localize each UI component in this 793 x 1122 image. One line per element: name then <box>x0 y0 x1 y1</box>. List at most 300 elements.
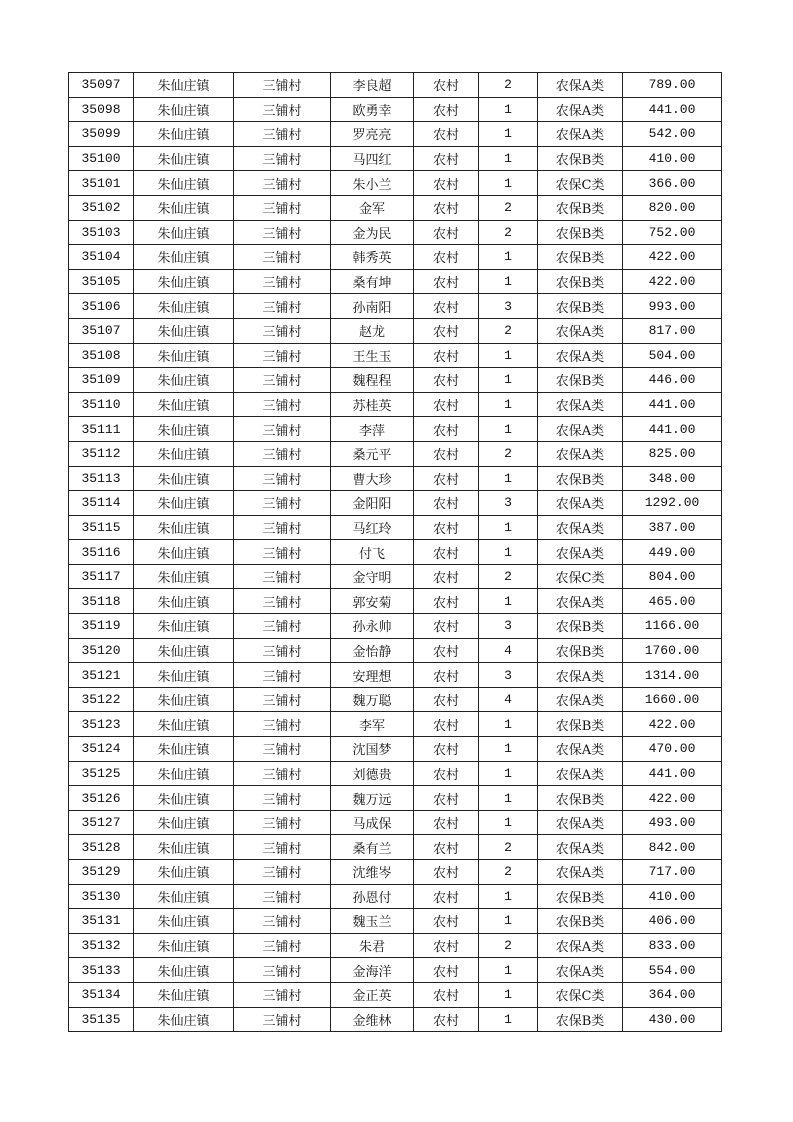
insurance-class-cell: 农保A类 <box>538 860 623 885</box>
insurance-class-cell: 农保A类 <box>538 933 623 958</box>
table-row <box>69 294 722 319</box>
table-row <box>69 392 722 417</box>
row-id-cell: 35123 <box>69 712 134 737</box>
household-count-cell: 1 <box>479 540 538 565</box>
table-row <box>69 663 722 688</box>
insurance-class-cell: 农保A类 <box>538 540 623 565</box>
town-cell: 朱仙庄镇 <box>134 269 234 294</box>
amount-cell: 833.00 <box>623 933 722 958</box>
insurance-class-cell: 农保B类 <box>538 245 623 270</box>
amount-cell: 789.00 <box>623 73 722 98</box>
town-cell: 朱仙庄镇 <box>134 97 234 122</box>
area-type-cell: 农村 <box>414 564 479 589</box>
table-row <box>69 884 722 909</box>
household-count-cell: 1 <box>479 392 538 417</box>
table-row <box>69 540 722 565</box>
table-row <box>69 737 722 762</box>
row-id-cell: 35120 <box>69 638 134 663</box>
village-cell: 三铺村 <box>234 933 331 958</box>
household-count-cell: 2 <box>479 195 538 220</box>
amount-cell: 752.00 <box>623 220 722 245</box>
table-row <box>69 687 722 712</box>
area-type-cell: 农村 <box>414 687 479 712</box>
insurance-class-cell: 农保A类 <box>538 122 623 147</box>
town-cell: 朱仙庄镇 <box>134 171 234 196</box>
table-row <box>69 909 722 934</box>
amount-cell: 470.00 <box>623 737 722 762</box>
table-row <box>69 564 722 589</box>
insurance-class-cell: 农保A类 <box>538 810 623 835</box>
insurance-class-cell: 农保A类 <box>538 491 623 516</box>
table-row <box>69 982 722 1007</box>
area-type-cell: 农村 <box>414 933 479 958</box>
amount-cell: 410.00 <box>623 884 722 909</box>
insurance-class-cell: 农保B类 <box>538 220 623 245</box>
table-row <box>69 269 722 294</box>
town-cell: 朱仙庄镇 <box>134 786 234 811</box>
person-name-cell: 刘德贵 <box>331 761 414 786</box>
insurance-class-cell: 农保B类 <box>538 195 623 220</box>
village-cell: 三铺村 <box>234 269 331 294</box>
household-count-cell: 1 <box>479 171 538 196</box>
row-id-cell: 35135 <box>69 1007 134 1032</box>
village-cell: 三铺村 <box>234 982 331 1007</box>
town-cell: 朱仙庄镇 <box>134 491 234 516</box>
village-cell: 三铺村 <box>234 810 331 835</box>
amount-cell: 441.00 <box>623 417 722 442</box>
table-row <box>69 171 722 196</box>
village-cell: 三铺村 <box>234 909 331 934</box>
row-id-cell: 35105 <box>69 269 134 294</box>
area-type-cell: 农村 <box>414 737 479 762</box>
area-type-cell: 农村 <box>414 761 479 786</box>
village-cell: 三铺村 <box>234 146 331 171</box>
person-name-cell: 沈维岑 <box>331 860 414 885</box>
household-count-cell: 1 <box>479 884 538 909</box>
person-name-cell: 桑有兰 <box>331 835 414 860</box>
row-id-cell: 35110 <box>69 392 134 417</box>
town-cell: 朱仙庄镇 <box>134 466 234 491</box>
table-row <box>69 933 722 958</box>
amount-cell: 449.00 <box>623 540 722 565</box>
amount-cell: 430.00 <box>623 1007 722 1032</box>
household-count-cell: 2 <box>479 73 538 98</box>
household-count-cell: 1 <box>479 343 538 368</box>
village-cell: 三铺村 <box>234 835 331 860</box>
table-row <box>69 786 722 811</box>
person-name-cell: 孙永帅 <box>331 614 414 639</box>
village-cell: 三铺村 <box>234 761 331 786</box>
amount-cell: 441.00 <box>623 97 722 122</box>
amount-cell: 825.00 <box>623 441 722 466</box>
village-cell: 三铺村 <box>234 540 331 565</box>
person-name-cell: 李萍 <box>331 417 414 442</box>
village-cell: 三铺村 <box>234 245 331 270</box>
town-cell: 朱仙庄镇 <box>134 540 234 565</box>
household-count-cell: 1 <box>479 786 538 811</box>
row-id-cell: 35100 <box>69 146 134 171</box>
amount-cell: 348.00 <box>623 466 722 491</box>
person-name-cell: 沈国梦 <box>331 737 414 762</box>
person-name-cell: 金军 <box>331 195 414 220</box>
area-type-cell: 农村 <box>414 269 479 294</box>
amount-cell: 441.00 <box>623 392 722 417</box>
village-cell: 三铺村 <box>234 220 331 245</box>
area-type-cell: 农村 <box>414 515 479 540</box>
person-name-cell: 孙恩付 <box>331 884 414 909</box>
village-cell: 三铺村 <box>234 368 331 393</box>
person-name-cell: 马成保 <box>331 810 414 835</box>
table-row <box>69 712 722 737</box>
row-id-cell: 35129 <box>69 860 134 885</box>
row-id-cell: 35108 <box>69 343 134 368</box>
village-cell: 三铺村 <box>234 195 331 220</box>
table-row <box>69 318 722 343</box>
row-id-cell: 35109 <box>69 368 134 393</box>
table-row <box>69 810 722 835</box>
insurance-class-cell: 农保A类 <box>538 515 623 540</box>
row-id-cell: 35130 <box>69 884 134 909</box>
table-row <box>69 97 722 122</box>
person-name-cell: 安理想 <box>331 663 414 688</box>
town-cell: 朱仙庄镇 <box>134 564 234 589</box>
person-name-cell: 魏玉兰 <box>331 909 414 934</box>
town-cell: 朱仙庄镇 <box>134 417 234 442</box>
area-type-cell: 农村 <box>414 540 479 565</box>
town-cell: 朱仙庄镇 <box>134 294 234 319</box>
row-id-cell: 35101 <box>69 171 134 196</box>
row-id-cell: 35133 <box>69 958 134 983</box>
village-cell: 三铺村 <box>234 466 331 491</box>
person-name-cell: 马红玲 <box>331 515 414 540</box>
insurance-class-cell: 农保B类 <box>538 909 623 934</box>
table-row <box>69 441 722 466</box>
amount-cell: 842.00 <box>623 835 722 860</box>
area-type-cell: 农村 <box>414 466 479 491</box>
insurance-class-cell: 农保A类 <box>538 589 623 614</box>
insurance-class-cell: 农保B类 <box>538 146 623 171</box>
household-count-cell: 4 <box>479 638 538 663</box>
village-cell: 三铺村 <box>234 343 331 368</box>
town-cell: 朱仙庄镇 <box>134 810 234 835</box>
town-cell: 朱仙庄镇 <box>134 441 234 466</box>
area-type-cell: 农村 <box>414 712 479 737</box>
town-cell: 朱仙庄镇 <box>134 860 234 885</box>
town-cell: 朱仙庄镇 <box>134 982 234 1007</box>
table-row <box>69 958 722 983</box>
area-type-cell: 农村 <box>414 638 479 663</box>
amount-cell: 493.00 <box>623 810 722 835</box>
area-type-cell: 农村 <box>414 663 479 688</box>
town-cell: 朱仙庄镇 <box>134 220 234 245</box>
row-id-cell: 35124 <box>69 737 134 762</box>
row-id-cell: 35103 <box>69 220 134 245</box>
amount-cell: 817.00 <box>623 318 722 343</box>
household-count-cell: 1 <box>479 737 538 762</box>
row-id-cell: 35102 <box>69 195 134 220</box>
row-id-cell: 35127 <box>69 810 134 835</box>
person-name-cell: 李军 <box>331 712 414 737</box>
insurance-class-cell: 农保A类 <box>538 318 623 343</box>
town-cell: 朱仙庄镇 <box>134 515 234 540</box>
row-id-cell: 35111 <box>69 417 134 442</box>
insurance-class-cell: 农保B类 <box>538 269 623 294</box>
row-id-cell: 35125 <box>69 761 134 786</box>
amount-cell: 804.00 <box>623 564 722 589</box>
row-id-cell: 35104 <box>69 245 134 270</box>
insurance-class-cell: 农保B类 <box>538 466 623 491</box>
insurance-class-cell: 农保A类 <box>538 687 623 712</box>
person-name-cell: 罗亮亮 <box>331 122 414 147</box>
amount-cell: 422.00 <box>623 786 722 811</box>
village-cell: 三铺村 <box>234 97 331 122</box>
amount-cell: 422.00 <box>623 245 722 270</box>
row-id-cell: 35114 <box>69 491 134 516</box>
village-cell: 三铺村 <box>234 73 331 98</box>
insurance-class-cell: 农保C类 <box>538 982 623 1007</box>
table-row <box>69 835 722 860</box>
person-name-cell: 金维林 <box>331 1007 414 1032</box>
table-row <box>69 220 722 245</box>
area-type-cell: 农村 <box>414 294 479 319</box>
area-type-cell: 农村 <box>414 245 479 270</box>
town-cell: 朱仙庄镇 <box>134 122 234 147</box>
insurance-class-cell: 农保A类 <box>538 761 623 786</box>
amount-cell: 1760.00 <box>623 638 722 663</box>
table-row <box>69 245 722 270</box>
row-id-cell: 35098 <box>69 97 134 122</box>
row-id-cell: 35132 <box>69 933 134 958</box>
insurance-class-cell: 农保A类 <box>538 392 623 417</box>
household-count-cell: 2 <box>479 318 538 343</box>
insurance-class-cell: 农保A类 <box>538 97 623 122</box>
village-cell: 三铺村 <box>234 786 331 811</box>
table-row <box>69 589 722 614</box>
area-type-cell: 农村 <box>414 441 479 466</box>
insurance-class-cell: 农保B类 <box>538 1007 623 1032</box>
amount-cell: 446.00 <box>623 368 722 393</box>
insurance-class-cell: 农保B类 <box>538 786 623 811</box>
town-cell: 朱仙庄镇 <box>134 687 234 712</box>
household-count-cell: 3 <box>479 663 538 688</box>
insurance-class-cell: 农保B类 <box>538 294 623 319</box>
household-count-cell: 2 <box>479 933 538 958</box>
area-type-cell: 农村 <box>414 810 479 835</box>
table-row <box>69 343 722 368</box>
row-id-cell: 35107 <box>69 318 134 343</box>
person-name-cell: 韩秀英 <box>331 245 414 270</box>
amount-cell: 554.00 <box>623 958 722 983</box>
person-name-cell: 桑元平 <box>331 441 414 466</box>
town-cell: 朱仙庄镇 <box>134 712 234 737</box>
amount-cell: 993.00 <box>623 294 722 319</box>
table-row <box>69 614 722 639</box>
table-row <box>69 122 722 147</box>
area-type-cell: 农村 <box>414 122 479 147</box>
area-type-cell: 农村 <box>414 195 479 220</box>
town-cell: 朱仙庄镇 <box>134 909 234 934</box>
insurance-class-cell: 农保A类 <box>538 73 623 98</box>
town-cell: 朱仙庄镇 <box>134 343 234 368</box>
row-id-cell: 35099 <box>69 122 134 147</box>
area-type-cell: 农村 <box>414 97 479 122</box>
row-id-cell: 35118 <box>69 589 134 614</box>
person-name-cell: 赵龙 <box>331 318 414 343</box>
area-type-cell: 农村 <box>414 392 479 417</box>
row-id-cell: 35116 <box>69 540 134 565</box>
village-cell: 三铺村 <box>234 564 331 589</box>
area-type-cell: 农村 <box>414 786 479 811</box>
household-count-cell: 1 <box>479 515 538 540</box>
village-cell: 三铺村 <box>234 441 331 466</box>
village-cell: 三铺村 <box>234 663 331 688</box>
table-row <box>69 466 722 491</box>
area-type-cell: 农村 <box>414 73 479 98</box>
person-name-cell: 郭安菊 <box>331 589 414 614</box>
table-row <box>69 515 722 540</box>
town-cell: 朱仙庄镇 <box>134 638 234 663</box>
insurance-class-cell: 农保A类 <box>538 958 623 983</box>
amount-cell: 387.00 <box>623 515 722 540</box>
village-cell: 三铺村 <box>234 687 331 712</box>
household-count-cell: 2 <box>479 220 538 245</box>
row-id-cell: 35117 <box>69 564 134 589</box>
insurance-class-cell: 农保B类 <box>538 884 623 909</box>
household-count-cell: 1 <box>479 97 538 122</box>
town-cell: 朱仙庄镇 <box>134 589 234 614</box>
area-type-cell: 农村 <box>414 909 479 934</box>
insurance-class-cell: 农保A类 <box>538 441 623 466</box>
person-name-cell: 李良超 <box>331 73 414 98</box>
village-cell: 三铺村 <box>234 417 331 442</box>
town-cell: 朱仙庄镇 <box>134 245 234 270</box>
household-count-cell: 1 <box>479 417 538 442</box>
household-count-cell: 1 <box>479 368 538 393</box>
amount-cell: 441.00 <box>623 761 722 786</box>
town-cell: 朱仙庄镇 <box>134 73 234 98</box>
area-type-cell: 农村 <box>414 884 479 909</box>
village-cell: 三铺村 <box>234 171 331 196</box>
insurance-class-cell: 农保B类 <box>538 614 623 639</box>
person-name-cell: 魏程程 <box>331 368 414 393</box>
person-name-cell: 魏万聪 <box>331 687 414 712</box>
town-cell: 朱仙庄镇 <box>134 318 234 343</box>
row-id-cell: 35122 <box>69 687 134 712</box>
table-row <box>69 195 722 220</box>
amount-cell: 717.00 <box>623 860 722 885</box>
row-id-cell: 35113 <box>69 466 134 491</box>
insurance-class-cell: 农保B类 <box>538 638 623 663</box>
person-name-cell: 金怡静 <box>331 638 414 663</box>
amount-cell: 1166.00 <box>623 614 722 639</box>
table-row <box>69 146 722 171</box>
household-count-cell: 1 <box>479 909 538 934</box>
household-count-cell: 2 <box>479 564 538 589</box>
village-cell: 三铺村 <box>234 737 331 762</box>
table-row <box>69 761 722 786</box>
area-type-cell: 农村 <box>414 171 479 196</box>
village-cell: 三铺村 <box>234 589 331 614</box>
person-name-cell: 金为民 <box>331 220 414 245</box>
area-type-cell: 农村 <box>414 1007 479 1032</box>
row-id-cell: 35106 <box>69 294 134 319</box>
person-name-cell: 魏万远 <box>331 786 414 811</box>
amount-cell: 465.00 <box>623 589 722 614</box>
village-cell: 三铺村 <box>234 712 331 737</box>
table-row <box>69 73 722 98</box>
person-name-cell: 金海洋 <box>331 958 414 983</box>
area-type-cell: 农村 <box>414 368 479 393</box>
household-count-cell: 1 <box>479 958 538 983</box>
amount-cell: 422.00 <box>623 712 722 737</box>
person-name-cell: 曹大珍 <box>331 466 414 491</box>
village-cell: 三铺村 <box>234 392 331 417</box>
area-type-cell: 农村 <box>414 343 479 368</box>
amount-cell: 1314.00 <box>623 663 722 688</box>
village-cell: 三铺村 <box>234 515 331 540</box>
village-cell: 三铺村 <box>234 638 331 663</box>
household-count-cell: 3 <box>479 491 538 516</box>
household-count-cell: 3 <box>479 294 538 319</box>
person-name-cell: 朱君 <box>331 933 414 958</box>
insurance-class-cell: 农保A类 <box>538 737 623 762</box>
village-cell: 三铺村 <box>234 294 331 319</box>
person-name-cell: 苏桂英 <box>331 392 414 417</box>
insurance-class-cell: 农保A类 <box>538 663 623 688</box>
amount-cell: 820.00 <box>623 195 722 220</box>
amount-cell: 422.00 <box>623 269 722 294</box>
table-row <box>69 860 722 885</box>
amount-cell: 1660.00 <box>623 687 722 712</box>
town-cell: 朱仙庄镇 <box>134 614 234 639</box>
row-id-cell: 35119 <box>69 614 134 639</box>
household-count-cell: 2 <box>479 441 538 466</box>
insurance-class-cell: 农保C类 <box>538 171 623 196</box>
area-type-cell: 农村 <box>414 860 479 885</box>
amount-cell: 1292.00 <box>623 491 722 516</box>
amount-cell: 406.00 <box>623 909 722 934</box>
data-table <box>68 72 722 1032</box>
town-cell: 朱仙庄镇 <box>134 761 234 786</box>
household-count-cell: 2 <box>479 835 538 860</box>
area-type-cell: 农村 <box>414 220 479 245</box>
table-row <box>69 638 722 663</box>
person-name-cell: 金阳阳 <box>331 491 414 516</box>
person-name-cell: 王生玉 <box>331 343 414 368</box>
person-name-cell: 朱小兰 <box>331 171 414 196</box>
village-cell: 三铺村 <box>234 318 331 343</box>
amount-cell: 364.00 <box>623 982 722 1007</box>
table-row <box>69 417 722 442</box>
town-cell: 朱仙庄镇 <box>134 1007 234 1032</box>
row-id-cell: 35097 <box>69 73 134 98</box>
town-cell: 朱仙庄镇 <box>134 958 234 983</box>
household-count-cell: 1 <box>479 245 538 270</box>
area-type-cell: 农村 <box>414 589 479 614</box>
person-name-cell: 欧勇幸 <box>331 97 414 122</box>
amount-cell: 504.00 <box>623 343 722 368</box>
insurance-class-cell: 农保A类 <box>538 343 623 368</box>
town-cell: 朱仙庄镇 <box>134 884 234 909</box>
insurance-class-cell: 农保B类 <box>538 368 623 393</box>
area-type-cell: 农村 <box>414 491 479 516</box>
household-count-cell: 3 <box>479 614 538 639</box>
household-count-cell: 1 <box>479 761 538 786</box>
household-count-cell: 1 <box>479 810 538 835</box>
table-row <box>69 491 722 516</box>
village-cell: 三铺村 <box>234 122 331 147</box>
person-name-cell: 桑有坤 <box>331 269 414 294</box>
